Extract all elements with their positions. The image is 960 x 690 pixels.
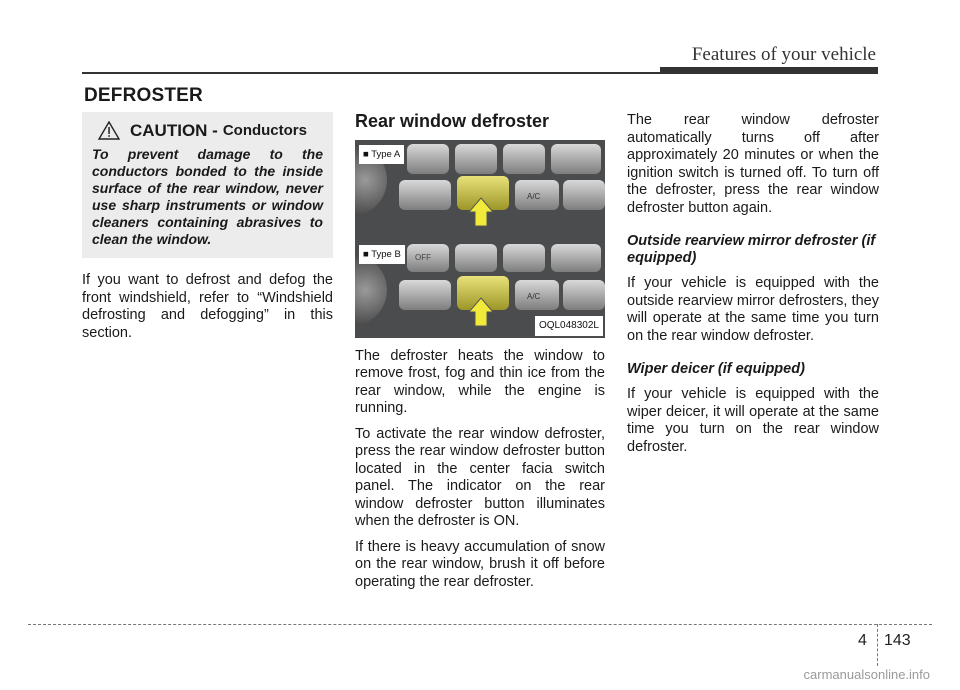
footer-divider	[877, 624, 878, 666]
col1-paragraph: If you want to defrost and defog the front windshield, refer to “Windshield defrosting and defogging” in this section.	[82, 272, 333, 341]
panel-illustration	[355, 140, 605, 338]
column-2	[355, 112, 605, 599]
wiper-deicer-heading: Wiper deicer (if equipped)	[627, 361, 805, 377]
column-3	[627, 112, 879, 464]
caution-box	[82, 112, 333, 258]
page-header-title: Features of your vehicle	[691, 44, 876, 65]
ac-label-a: A/C	[527, 191, 541, 201]
watermark: carmanualsonline.info	[803, 667, 930, 682]
ac-label-b: A/C	[527, 291, 541, 301]
caution-sublabel: Conductors	[222, 121, 307, 139]
col2-paragraph-2: To activate the rear window defroster, press the rear window defroster button located in the center facia switch panel. The indicator on the rear window defroster button illuminates when the defroster is ON.	[355, 425, 605, 529]
warning-triangle-icon	[98, 121, 120, 140]
rear-window-defroster-heading: Rear window defroster	[355, 111, 550, 131]
section-title: DEFROSTER	[84, 85, 203, 106]
footer-rule	[28, 624, 932, 625]
column-1	[82, 112, 333, 350]
figure-code: OQL048302L	[535, 316, 603, 336]
chapter-number: 4	[858, 632, 867, 649]
type-a-label: ■ Type A	[359, 145, 404, 165]
caution-body: To prevent damage to the conductors bonded to the inside surface of the rear window, never use sharp instruments or window cleaners containing abrasives to clean the window.	[92, 146, 323, 247]
type-b-label: ■ Type B	[359, 245, 405, 265]
page-number: 143	[884, 632, 911, 649]
col3-paragraph-1: The rear window defroster automatically turns off after approximately 20 minutes or when the ignition switch is turned off. To turn off the defroster, press the rear window defroster button again.	[627, 112, 879, 216]
header-rule	[82, 72, 878, 74]
mirror-defroster-heading: Outside rearview mirror defroster (if equipped)	[627, 233, 876, 266]
off-label-b: OFF	[415, 252, 431, 262]
defroster-panel-figure	[355, 140, 605, 338]
col3-paragraph-2: If your vehicle is equipped with the outside rearview mirror defrosters, they will operate at the same time you turn on the rear window defroster.	[627, 275, 879, 344]
caution-label: CAUTION -	[130, 120, 218, 140]
caution-header	[92, 121, 323, 140]
col2-paragraph-1: The defroster heats the window to remove frost, fog and thin ice from the rear window, while the engine is running.	[355, 347, 605, 416]
col2-paragraph-3: If there is heavy accumulation of snow on the rear window, brush it off before operating the rear defroster.	[355, 538, 605, 590]
col3-paragraph-3: If your vehicle is equipped with the wiper deicer, it will operate at the same time you turn on the rear window defroster.	[627, 386, 879, 455]
